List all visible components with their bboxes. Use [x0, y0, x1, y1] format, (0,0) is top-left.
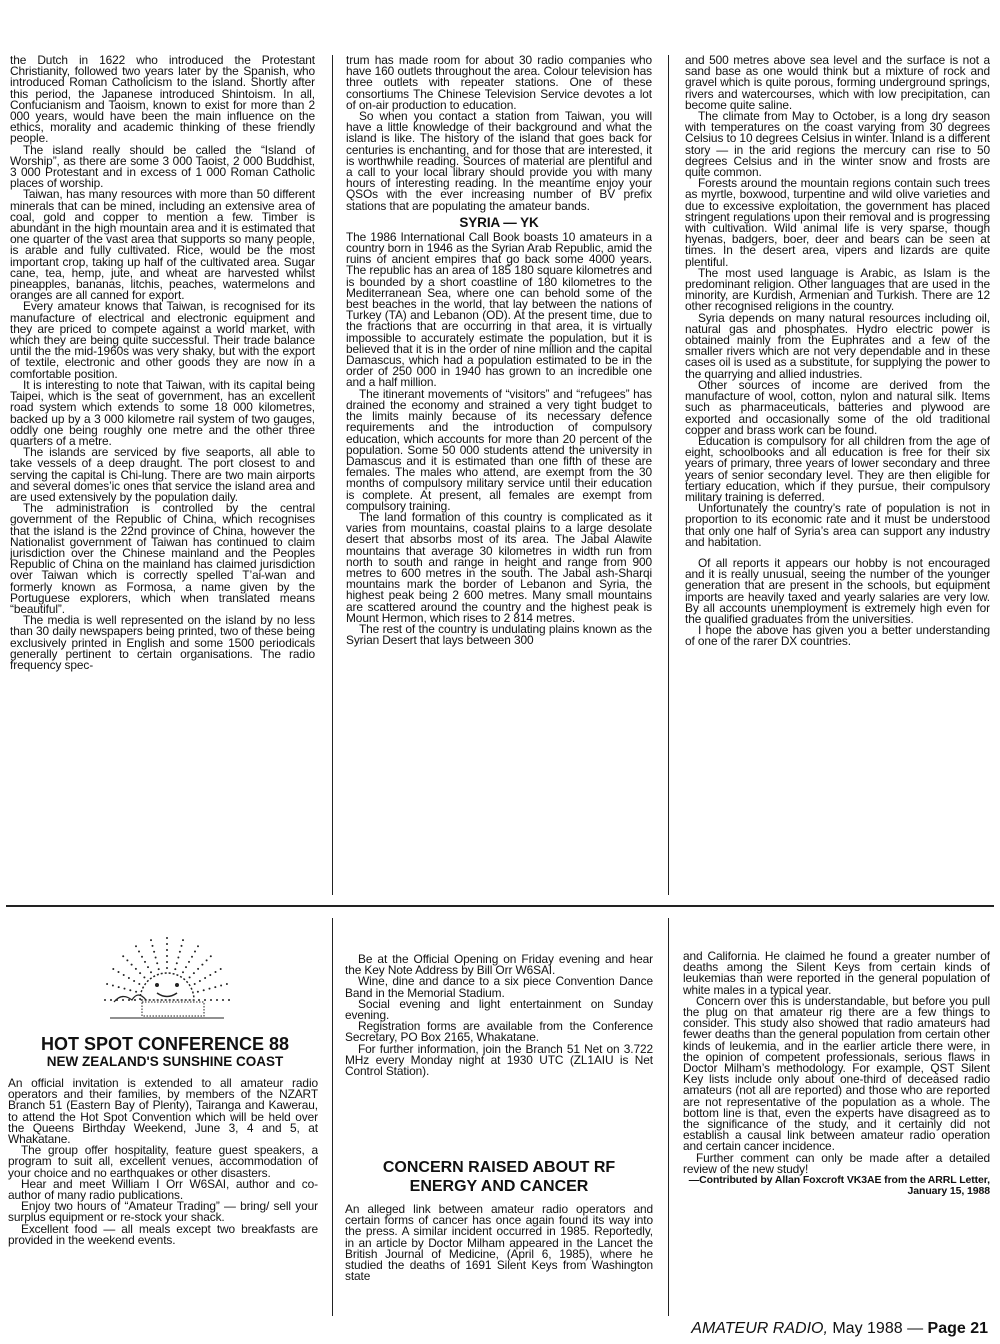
taiwan-column-2-text: [346, 55, 652, 212]
paragraph: The islands are serviced by five seaports, all able to take vessels of a deep draught. The port closest to and serving the capital is Chi-lung. There are two main airports and several domes’ic ones that service the island area and are used extensively by the population daily.: [10, 445, 315, 504]
syria-heading: SYRIA — YK: [459, 214, 539, 230]
paragraph: Hear and meet William I Orr W6SAI, author and co-author of many radio publications.: [8, 1176, 318, 1203]
paragraph: Taiwan, has many resources with more than 50 different minerals that can be mined, including an extensive area of coal, gold and copper to mention a few. Timber is abundant in the high mountain area and it is estimated that one quarter of the vast area that supports so many people, is arable and fully cultivated. Rice, would be the most important crop, taking up half of the cultivated area. Sugar cane, tea, hemp, jute, and wheat are harvested whilst pineapples, bananas, litchis, peaches, watermelons and oranges are all canned for export.: [10, 187, 315, 303]
paragraph: The island really should be called the “Island of Worship”, as there are some 3 000 Taoist, 2 000 Buddhist, 3 000 Protestant and in excess of 1 000 Roman Catholic places of worship.: [10, 142, 315, 191]
paragraph: So when you contact a station from Taiwan, you will have a little knowledge of their background and what the island is like. The history of the island that goes back for centuries is enchanting, and for those that are interested, it is worthwhile reading. Sources of material are plentiful and a call to your local library should provide you with many hours of interesting reading. In the meantime enjoy your QSOs with the ever increasing number of BV prefix stations that are populating the amateur bands.: [346, 109, 652, 213]
page-footer: [691, 1320, 988, 1338]
syria-column-2-text: [346, 229, 652, 648]
concern-title-line-2: ENERGY AND CANCER: [409, 1178, 589, 1195]
paragraph: Concern over this is understandable, but before you pull the plug on that amateur rig there are a few things to consider. This study also showed that radio amateurs had fewer deaths than the general population from certain other kinds of leukemia, and in the earlier article there were, in the opinion of competent professionals, serious flaws in Doctor Milham’s methodology. For example, QST Silent Key lists include only about one-third of deceased radio amateurs (not all are reported) and those who are reported are not representative of the population as a whole. The bottom line is that, even the experts have disagreed as to the significance of the study, and it certainly did not establish a causal link between amateur radio operation and certain cancer incidence.: [683, 993, 990, 1154]
concern-column-3: [683, 951, 990, 1317]
paragraph: I hope the above has given you a better understanding of one of the rarer DX countries.: [685, 623, 990, 649]
sunshine-logo-icon: [102, 930, 232, 1022]
paragraph: The itinerant movements of “visitors” and “refugees” has drained the economy and strained a very tight budget to the limits mainly because of its necessary defence requirements and the introduction of compulsory education, which accounts for more than 20 percent of the population. Some 50 000 students attend the university in Damascus and it is estimated than one fifth of these are females. The males who attend, are exempt from the 30 months of compulsory military service until their education is complete. At present, all females are exempt from compulsory training.: [346, 386, 652, 513]
credit-line-2: January 15, 1988: [907, 1185, 990, 1198]
taiwan-column-1: [10, 55, 315, 895]
paragraph: Unfortunately the country’s rate of population is not in proportion to its economic rate and it must be understood that only one half of Syria’s area can support any industry and habitation.: [685, 501, 990, 549]
paragraph: It is interesting to note that Taiwan, with its capital being Taipei, which is the seat of government, has an excellent road system which extends to some 18 000 kilometres, backed up by a 3 000 kilometre rail system of two gauges, oddly one being roughly one metre and the other three quarters of a metre.: [10, 377, 315, 448]
issue-date: May 1988 —: [827, 1320, 928, 1337]
paragraph: The most used language is Arabic, as Islam is the predominant religion. Other languages that are used in the minority, are Kurdish, Armenian and Turkish. There are 12 other recognised religions in the country.: [685, 265, 990, 314]
column-divider: [668, 918, 669, 1316]
hotspot-column-1: [8, 1078, 318, 1313]
concern-column-3-text: [683, 951, 990, 1175]
paragraph: Other sources of income are derived from the manufacture of wool, cotton, nylon and natural silk. Items such as pharmaceuticals, batteries and plywood are exported and occasionally some of the old traditional copper and brass work can be found.: [685, 377, 990, 437]
magazine-name: AMATEUR RADIO,: [691, 1320, 828, 1337]
paragraph: Wine, dine and dance to a six piece Convention Dance Band in the Memorial Stadium.: [345, 974, 653, 1000]
paragraph: The 1986 International Call Book boasts 10 amateurs in a country born in 1946 as the Syrian Arab Republic, amid the ruins of ancient empires that go back some 4000 years. The republic has an area of 185 180 square kilometres and is bounded by a short coastline of 180 kilometres to the Mediterranean Sea, where one can behold some of the best beaches in the world, that lay between the nations of Turkey (TA) and Lebanon (OD). At the present time, due to the fractions that are occurring in that area, it is virtually impossible to accurately estimate the population, but it is believed that it is in the order of nine million and the capital Damascus, which had a population estimated to be in the order of 250 000 in 1940 has grown to an incredible one and a half million.: [346, 229, 652, 390]
paragraph: Enjoy two hours of “Amateur Trading” — bring/ sell your surplus equipment or re-stock your shack.: [8, 1199, 318, 1225]
paragraph: The rest of the country is undulating plains known as the Syrian Desert that lays between 300: [346, 621, 652, 648]
paragraph: For further information, join the Branch 51 Net on 3.722 MHz every Monday night at 1930 UTC (ZL1AIU is Net Control Station).: [345, 1041, 653, 1079]
paragraph: trum has made room for about 30 radio companies who have 160 outlets throughout the area. Colour television has three outlets with repeater stations. One of these consortiums The Chinese Television Service devotes a lot of on-air production to education.: [346, 55, 652, 112]
paragraph: and California. He claimed he found a greater number of deaths among the Silent Keys from certain kinds of leukemias than were reported in the general population of white males in a typical year.: [683, 951, 990, 997]
paragraph: The administration is controlled by the central government of the Republic of China, which recognises that the island is the 22nd province of China, however the Nationalist government of Taiwan has continued to claim jurisdiction over the Chinese mainland and the Peoples Republic of China on the mainland has claimed jurisdiction over Taiwan which is correctly spelled T’ai-wan and formerly known as Formosa, a name given by the Portuguese explorers, which when translated means “beautiful”.: [10, 501, 315, 616]
paragraph: Social evening and light entertainment on Sunday evening.: [345, 996, 653, 1023]
paragraph: the Dutch in 1622 who introduced the Protestant Christianity, followed two years later by the Spanish, who introduced Roman Catholicism to the island. Shortly after this period, the Japanese introduced Shintoism. In all, Confucianism and Taoism, known to exist for more than 2 000 years, would have been the main influence on the ethics, morality and academic thinking of these friendly people.: [10, 55, 315, 146]
credit-line: [683, 1175, 990, 1197]
paragraph: The climate from May to October, is a long dry season with temperatures on the coast varying from 30 degrees Celsius to 10 degrees Celsius in winter. Inland is a different story — in the arid regions the mercury can rise to 50 degrees Celsius and in the winter snow and frosts are quite common.: [685, 109, 990, 180]
hotspot-column-2: [345, 954, 653, 1124]
paragraph: Be at the Official Opening on Friday evening and hear the Key Note Address by Bill Orr W6SAI.: [345, 954, 653, 978]
paragraph: Of all reports it appears our hobby is not encouraged and it is really unusual, seeing the number of the younger generation that are present in the schools, but equipment imports are heavily taxed and yearly salaries are very low. By all accounts unemployment is extremely high even for the qualified graduates from the universities.: [685, 555, 990, 626]
credit-line-1: —Contributed by Allan Foxcroft VK3AE from the ARRL Letter,: [688, 1174, 990, 1187]
paragraph: Registration forms are available from the Conference Secretary, PO Box 2165, Whakatane.: [345, 1019, 653, 1045]
paragraph: Excellent food — all meals except two breakfasts are provided in the weekend events.: [8, 1221, 318, 1247]
concern-column-2: [345, 1204, 653, 1314]
paragraph: Syria depends on many natural resources including oil, natural gas and phosphates. Hydro electric power is obtained mainly from the Euphrates and a few of the smaller rivers which are not very dependable and in these cases oil is used as a substitute, for supplying the power to the quarrying and allied industries.: [685, 310, 990, 381]
paragraph: The land formation of this country is complicated as it varies from mountains, coastal plains to a large desolate desert that absorbs most of its area. The Jabal Alawite mountains that average 30 kilometres in width run from north to south and range in height and range from 900 metres to 600 metres in the south. The Jabal ash-Sharqi mountains mark the border of Lebanon and Syria, the highest peak being 2 600 metres. Many small mountains are scattered around the country and the highest peak is Mount Hermon, which rises to 2 814 metres.: [346, 509, 652, 625]
page-number: Page 21: [927, 1320, 988, 1337]
paragraph: Every amateur knows that Taiwan, is recognised for its manufacture of electrical and electronic equipment and they are priced to compete against a world market, with which they are being quite successful. Their trade balance until the the mid-1960s was very shaky, but with the export of textile, electronic and other goods they are now in a comfortable position.: [10, 299, 315, 381]
concern-title-line-1: CONCERN RAISED ABOUT RF: [382, 1159, 616, 1176]
paragraph: The media is well represented on the island by no less than 30 daily newspapers being printed, two of these being exclusively printed in English and some 1500 periodicals generally pertinent to certain organisations. The radio frequency spec-: [10, 613, 315, 672]
hotspot-title: HOT SPOT CONFERENCE 88: [40, 1034, 290, 1054]
paragraph: The group offer hospitality, feature guest speakers, a program to suit all, excellent venues, accommodation of your choice and no earthquakes or other disasters.: [8, 1143, 318, 1180]
top-column-2: [346, 55, 652, 895]
syria-column-3: [685, 55, 990, 895]
concern-title: [345, 1158, 653, 1196]
column-divider: [332, 918, 333, 1316]
section-divider: [6, 905, 994, 907]
paragraph: Further comment can only be made after a detailed review of the new study!: [683, 1150, 990, 1176]
paragraph: Forests around the mountain regions contain such trees as myrtle, boxwood, turpentine and wild olive varieties and due to excessive exploitation, the government has placed stringent regulations upon their removal and is progressing with cultivation. Wild animal life is very sparse, though hyenas, badgers, boer, deer and bears can be seen at times. In the desert area, vipers and lizards are quite plentiful.: [685, 176, 990, 269]
hotspot-subtitle: NEW ZEALAND'S SUNSHINE COAST: [46, 1054, 284, 1069]
paragraph: Education is compulsory for all children from the age of eight, schoolbooks and all education is free for their six years of primary, three years of lower secondary and three years of senior secondary level. They are then eligible for tertiary education, which if they pursue, their compulsory military training is deferred.: [685, 433, 990, 504]
paragraph: An alleged link between amateur radio operators and certain forms of cancer has once again found its way into the press. A similar incident occurred in 1985. Reportedly, in an article by Doctor Milham appeared in the Lancet the British Journal of Medicine, (April 6, 1985), where he studied the deaths of 1691 Silent Keys from Washington state: [345, 1204, 653, 1284]
column-divider: [668, 55, 669, 895]
column-divider: [332, 55, 333, 895]
paragraph: An official invitation is extended to all amateur radio operators and their families, by members of the NZART Branch 51 (Eastern Bay of Plenty), Tairanga and Kawerau, to attend the Hot Spot Convention which will be held over the Queens Birthday Weekend, June 3, 4 and 5, at Whakatane.: [8, 1078, 318, 1147]
paragraph: and 500 metres above sea level and the surface is not a sand base as one would think but a mixture of rock and gravel which is quite porous, forming underground springs, rivers and watercourses, which with low precipitation, can become quite saline.: [685, 55, 990, 112]
